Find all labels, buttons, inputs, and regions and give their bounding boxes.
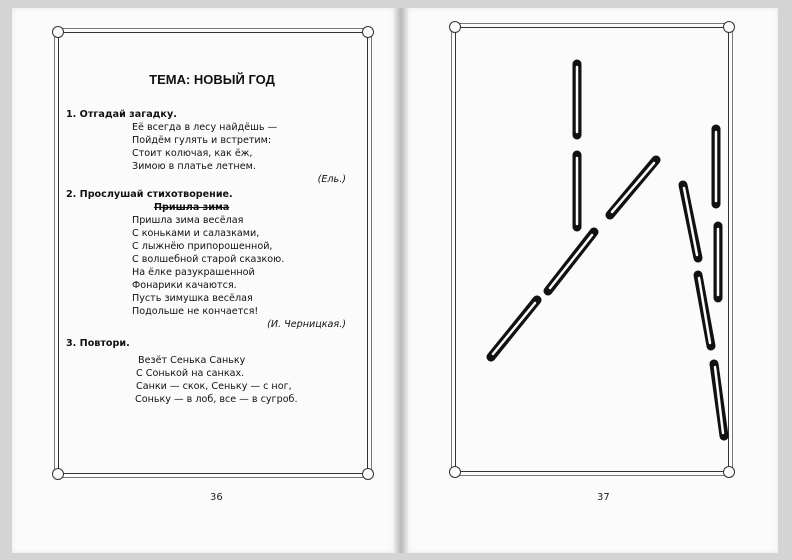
poem-title: Пришла зима — [154, 202, 230, 213]
poem-line: Соньку — в лоб, все — в сугроб. — [135, 394, 298, 405]
riddle-answer: (Ель.) — [317, 174, 346, 185]
poem-line: С лыжнёю припорошенной, — [132, 241, 273, 252]
poem-line: Подольше не кончается! — [132, 306, 259, 317]
poem-line: Пусть зимушка весёлая — [132, 293, 253, 304]
poem-line: С Сонькой на санках. — [136, 368, 245, 379]
section-heading-riddle: 1. Отгадай загадку. — [66, 109, 177, 120]
page-title: ТЕМА: НОВЫЙ ГОД — [149, 72, 275, 87]
section-heading-poem: 2. Прослушай стихотворение. — [66, 189, 233, 200]
poem-line: Везёт Сенька Саньку — [138, 355, 246, 366]
poem-line: Пришла зима весёлая — [132, 215, 244, 226]
poem-line: Её всегда в лесу найдёшь — — [132, 122, 278, 133]
poem-line: Зимою в платье летнем. — [132, 161, 256, 172]
poem-line: Фонарики качаются. — [132, 280, 237, 291]
page-number-right: 37 — [597, 492, 610, 503]
poem-line: Санки — скок, Сеньку — с ног, — [136, 381, 292, 392]
poem-line: С коньками и салазками, — [132, 228, 260, 239]
poem-author: (И. Черницкая.) — [267, 319, 346, 330]
poem-line: С волшебной старой сказкою. — [132, 254, 285, 265]
section-heading-tongue-twister: 3. Повтори. — [66, 338, 130, 349]
poem-line: Стоит колючая, как ёж, — [132, 148, 253, 159]
poem-line: Пойдём гулять и встретим: — [132, 135, 272, 146]
page-number-left: 36 — [210, 492, 223, 503]
poem-line: На ёлке разукрашенной — [132, 267, 255, 278]
